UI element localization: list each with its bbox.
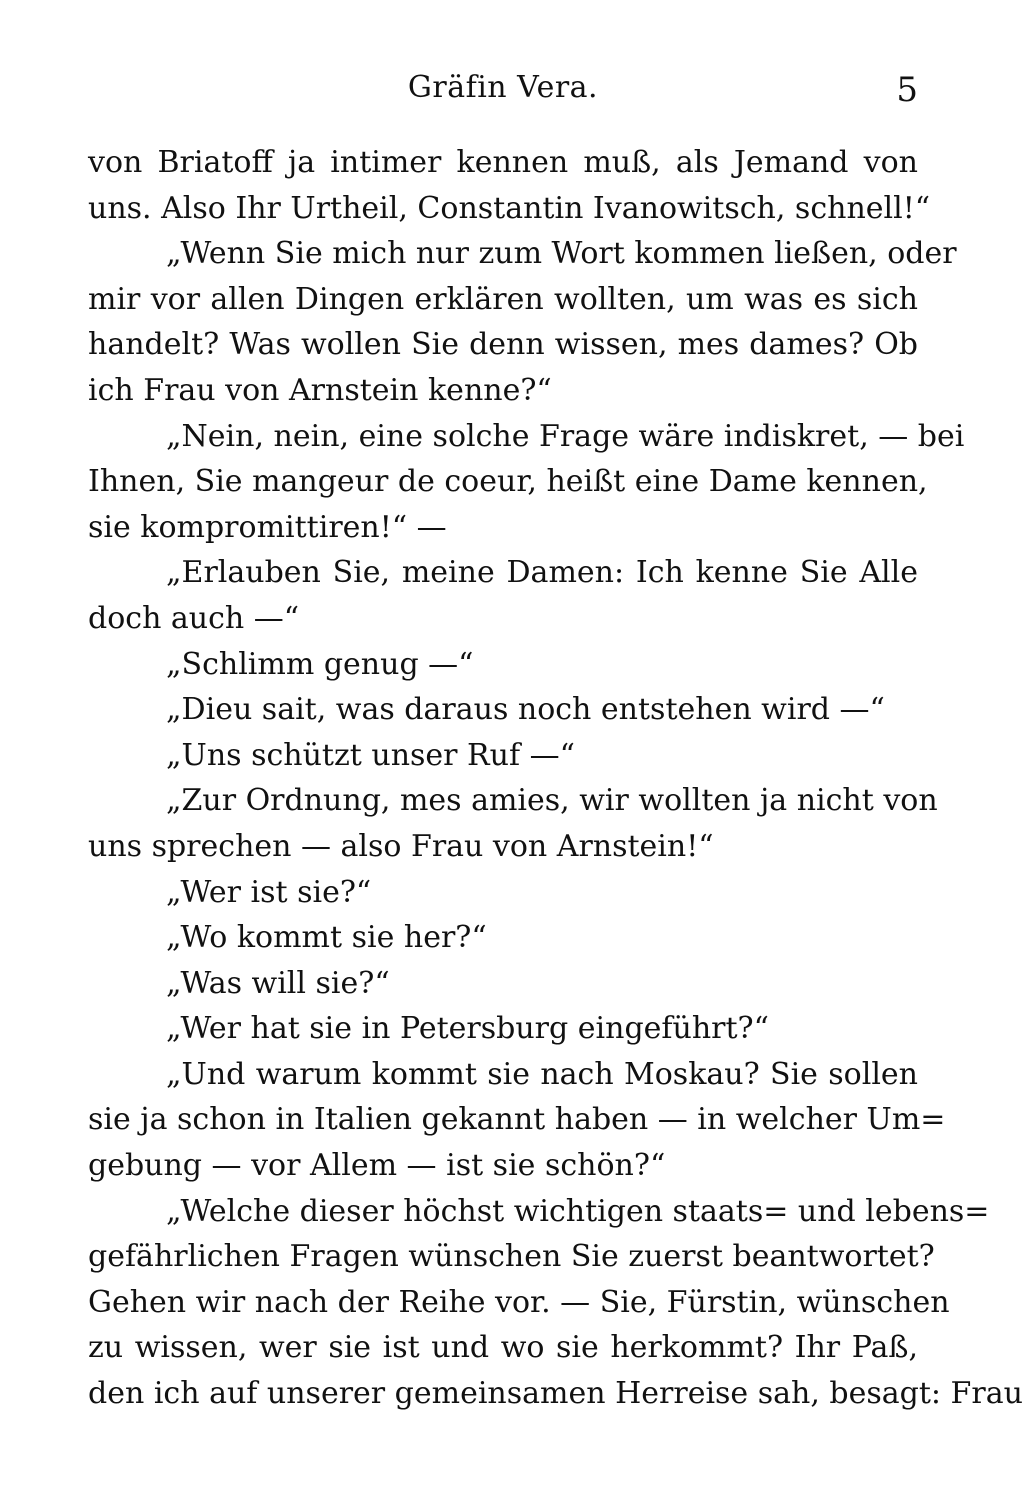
text-line: ich Frau von Arnstein kenne?“ xyxy=(88,372,552,408)
text-line: „Nein, nein, eine solche Frage wäre indiskret, — bei xyxy=(166,418,965,454)
text-line: „Und warum kommt sie nach Moskau? Sie sollen xyxy=(166,1056,918,1092)
text-line: „Uns schützt unser Ruf —“ xyxy=(166,737,575,773)
text-line: sie kompromittiren!“ — xyxy=(88,509,447,545)
text-line: „Welche dieser höchst wichtigen staats= und lebens= xyxy=(166,1193,990,1229)
page-header xyxy=(88,70,918,118)
text-line: „Wo kommt sie her?“ xyxy=(166,920,487,956)
text-line: den ich auf unserer gemeinsamen Herreise sah, besagt: Frau xyxy=(88,1376,1023,1412)
page-number: 5 xyxy=(896,70,918,110)
text-line: zu wissen, wer sie ist und wo sie herkommt? Ihr Paß, xyxy=(88,1330,918,1366)
text-line: gebung — vor Allem — ist sie schön?“ xyxy=(88,1148,666,1184)
body-text xyxy=(88,140,1023,1417)
text-line: „Wer hat sie in Petersburg eingeführt?“ xyxy=(166,1011,769,1047)
text-line: „Wer ist sie?“ xyxy=(166,874,372,910)
text-line: doch auch —“ xyxy=(88,600,300,636)
text-line: Gehen wir nach der Reihe vor. — Sie, Fürstin, wünschen xyxy=(88,1284,950,1320)
text-line: handelt? Was wollen Sie denn wissen, mes dames? Ob xyxy=(88,327,918,363)
text-line: „Erlauben Sie, meine Damen: Ich kenne Sie Alle xyxy=(166,555,918,591)
text-line: Ihnen, Sie mangeur de coeur, heißt eine Dame kennen, xyxy=(88,464,928,500)
text-line: gefährlichen Fragen wünschen Sie zuerst beantwortet? xyxy=(88,1239,935,1275)
text-line: „Schlimm genug —“ xyxy=(166,646,474,682)
text-line: von Briatoff ja intimer kennen muß, als Jemand von xyxy=(88,145,918,180)
text-line: „Dieu sait, was daraus noch entstehen wird —“ xyxy=(166,692,885,728)
text-line: mir vor allen Dingen erklären wollten, um was es sich xyxy=(88,281,918,317)
text-line: uns. Also Ihr Urtheil, Constantin Ivanowitsch, schnell!“ xyxy=(88,190,931,226)
text-line: „Zur Ordnung, mes amies, wir wollten ja nicht von xyxy=(166,783,938,819)
running-head: Gräfin Vera. xyxy=(407,70,599,105)
text-line: „Wenn Sie mich nur zum Wort kommen ließen, oder xyxy=(166,236,957,272)
text-line: sie ja schon in Italien gekannt haben — in welcher Um= xyxy=(88,1102,946,1138)
text-line: uns sprechen — also Frau von Arnstein!“ xyxy=(88,828,714,864)
text-line: „Was will sie?“ xyxy=(166,965,390,1001)
